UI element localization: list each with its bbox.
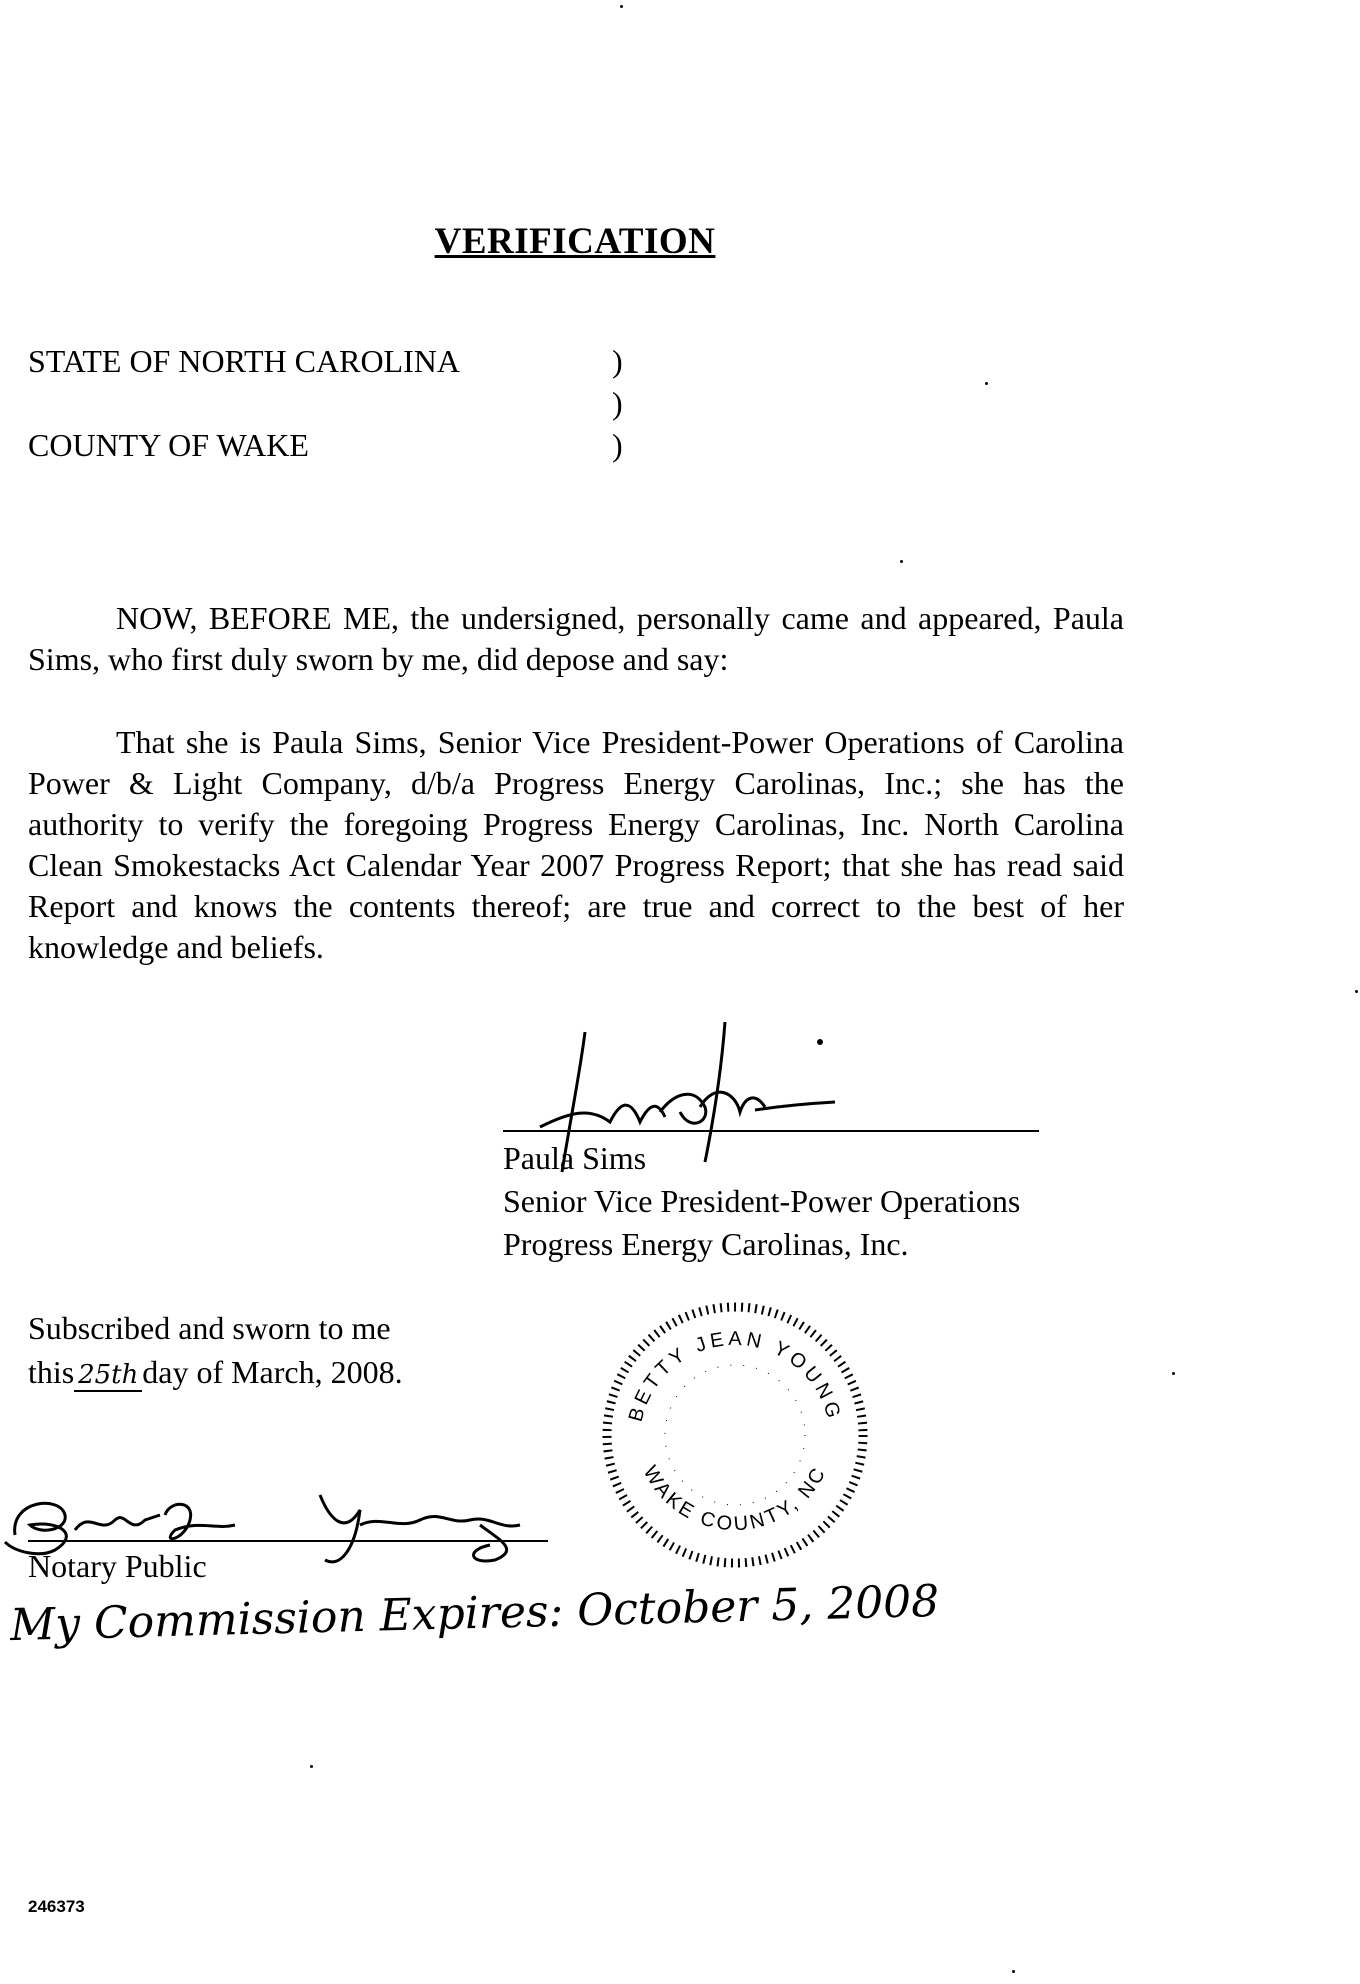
venue-state: STATE OF NORTH CAROLINA: [28, 343, 460, 379]
notary-signature-line: [28, 1540, 548, 1542]
notary-label: Notary Public: [28, 1548, 207, 1584]
scan-speck: [985, 382, 988, 385]
signatory-company: Progress Energy Carolinas, Inc.: [503, 1226, 909, 1262]
document-title: VERIFICATION: [434, 221, 716, 262]
scan-speck: [620, 5, 623, 8]
paragraph-affirmation: [28, 722, 1124, 968]
signatory-name: Paula Sims: [503, 1140, 647, 1176]
scan-speck: [1355, 990, 1358, 993]
jurat-line-2: [28, 1354, 403, 1392]
scan-speck: [1172, 1372, 1175, 1375]
paragraph-appearance: [28, 598, 1124, 680]
notary-seal-bottom-text: WAKE COUNTY, NC: [638, 1462, 832, 1536]
jurat-suffix: day of March, 2008.: [142, 1354, 403, 1390]
jurat-day: 25th: [74, 1360, 142, 1392]
commission-expiry-note: My Commission Expires: October 5, 2008: [9, 1575, 940, 1652]
signatory-title: Senior Vice President-Power Operations: [503, 1183, 1021, 1219]
notary-seal: [590, 1290, 880, 1580]
signatory-signature-line: [503, 1130, 1039, 1132]
scan-speck: [900, 560, 903, 563]
jurat-line-1: Subscribed and sworn to me: [28, 1310, 391, 1346]
paragraph-appearance-text: NOW, BEFORE ME, the undersigned, personally came and appeared, Paula Sims, who first duly sworn by me, did depose and say:: [28, 600, 1124, 677]
paragraph-affirmation-text: That she is Paula Sims, Senior Vice President-Power Operations of Carolina Power & Light Company, d/b/a Progress Energy Carolinas, Inc.; she has the authority to verify the foregoing Progress Energy Carolinas, Inc. North Carolina Clean Smokestacks Act Calendar Year 2007 Progress Report; that she has read said Report and knows the contents thereof; are true and correct to the best of her knowledge and beliefs.: [28, 724, 1124, 965]
jurat-prefix: this: [28, 1354, 75, 1390]
document-id: 246373: [28, 1897, 85, 1916]
venue-bracket-1: ): [612, 343, 623, 379]
scan-speck: [310, 1765, 313, 1768]
venue-county: COUNTY OF WAKE: [28, 427, 309, 463]
notary-seal-top-text: BETTY JEAN YOUNG: [624, 1327, 846, 1425]
venue-bracket-3: ): [612, 427, 623, 463]
venue-bracket-2: ): [612, 385, 623, 421]
scan-speck: [1012, 1970, 1015, 1973]
